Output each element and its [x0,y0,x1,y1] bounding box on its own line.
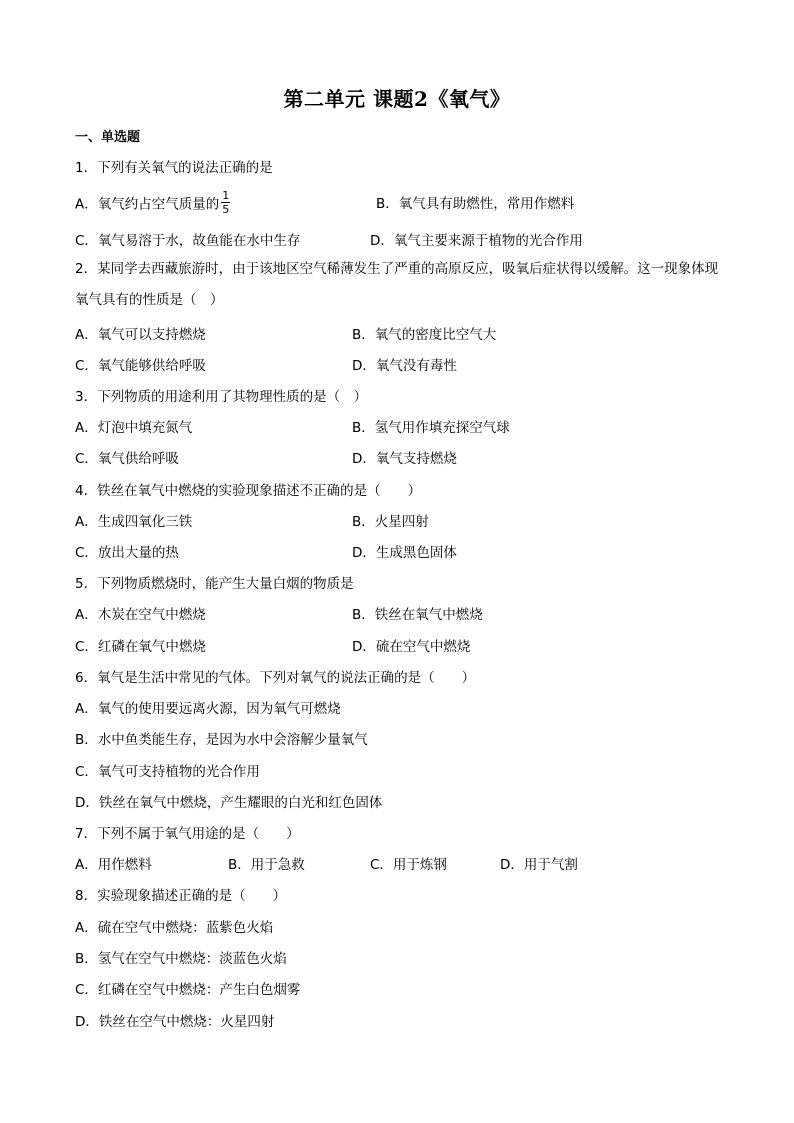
question-3-stem: 3．下列物质的用途利用了其物理性质的是（ ） [75,389,368,405]
question-2-option-c: C．氧气能够供给呼吸 [75,358,206,374]
question-6-stem: 6．氧气是生活中常见的气体。下列对氧气的说法正确的是（ ） [75,670,476,686]
question-8-option-b: B．氢气在空气中燃烧：淡蓝色火焰 [75,951,287,967]
question-3-option-a: A．灯泡中填充氮气 [75,420,193,436]
question-1-stem: 1．下列有关氧气的说法正确的是 [75,160,273,176]
question-2-option-b: B．氧气的密度比空气大 [352,327,497,343]
question-4-option-c: C．放出大量的热 [75,545,179,561]
question-1-option-b: B．氧气具有助燃性，常用作燃料 [376,196,575,212]
question-1-option-a [75,191,230,218]
question-3-option-b: B．氢气用作填充探空气球 [352,420,510,436]
question-3-option-d: D．氧气支持燃烧 [352,451,457,467]
question-7-option-c: C．用于炼钢 [370,857,447,873]
question-4-option-d: D．生成黑色固体 [352,545,457,561]
question-4-option-a: A．生成四氧化三铁 [75,514,193,530]
question-1-option-d: D．氧气主要来源于植物的光合作用 [370,233,583,249]
question-5-stem: 5．下列物质燃烧时，能产生大量白烟的物质是 [75,576,354,592]
question-7-option-b: B．用于急救 [228,857,305,873]
question-4-stem: 4．铁丝在氧气中燃烧的实验现象描述不正确的是（ ） [75,483,422,499]
question-6-option-d: D．铁丝在氧气中燃烧，产生耀眼的白光和红色固体 [75,795,383,811]
page-title: 第二单元 课题2《氧气》 [283,87,511,111]
question-7-stem: 7．下列不属于氧气用途的是（ ） [75,826,300,842]
question-8-stem: 8．实验现象描述正确的是（ ） [75,888,287,904]
question-5-option-a: A．木炭在空气中燃烧 [75,607,206,623]
question-6-option-b: B．水中鱼类能生存，是因为水中会溶解少量氧气 [75,732,368,748]
question-7-option-a: A．用作燃料 [75,857,152,873]
question-4-option-b: B．火星四射 [352,514,429,530]
question-1-option-c: C．氧气易溶于水，故鱼能在水中生存 [75,233,301,249]
question-3-option-c: C．氧气供给呼吸 [75,451,179,467]
fraction [221,189,230,216]
question-2-option-d: D．氧气没有毒性 [352,358,457,374]
question-2-option-a: A．氧气可以支持燃烧 [75,327,206,343]
question-5-option-b: B．铁丝在氧气中燃烧 [352,607,483,623]
question-8-option-a: A．硫在空气中燃烧：蓝紫色火焰 [75,920,274,936]
question-5-option-d: D．硫在空气中燃烧 [352,639,471,655]
option-text: A．氧气约占空气质量的 [75,196,220,213]
question-6-option-c: C．氧气可支持植物的光合作用 [75,764,260,780]
fraction-denominator: 5 [222,203,230,216]
fraction-numerator: 1 [222,189,230,202]
question-2-stem: 2．某同学去西藏旅游时，由于该地区空气稀薄发生了严重的高原反应，吸氧后症状得以缓解。这一现象体现氧气具有的性质是（ ） [75,261,719,308]
question-8-option-c: C．红磷在空气中燃烧：产生白色烟雾 [75,982,301,998]
question-8-option-d: D．铁丝在空气中燃烧：火星四射 [75,1014,275,1030]
question-7-option-d: D．用于气割 [500,857,578,873]
question-5-option-c: C．红磷在氧气中燃烧 [75,639,206,655]
question-6-option-a: A．氧气的使用要远离火源，因为氧气可燃烧 [75,701,341,717]
section-heading: 一、单选题 [75,130,141,145]
